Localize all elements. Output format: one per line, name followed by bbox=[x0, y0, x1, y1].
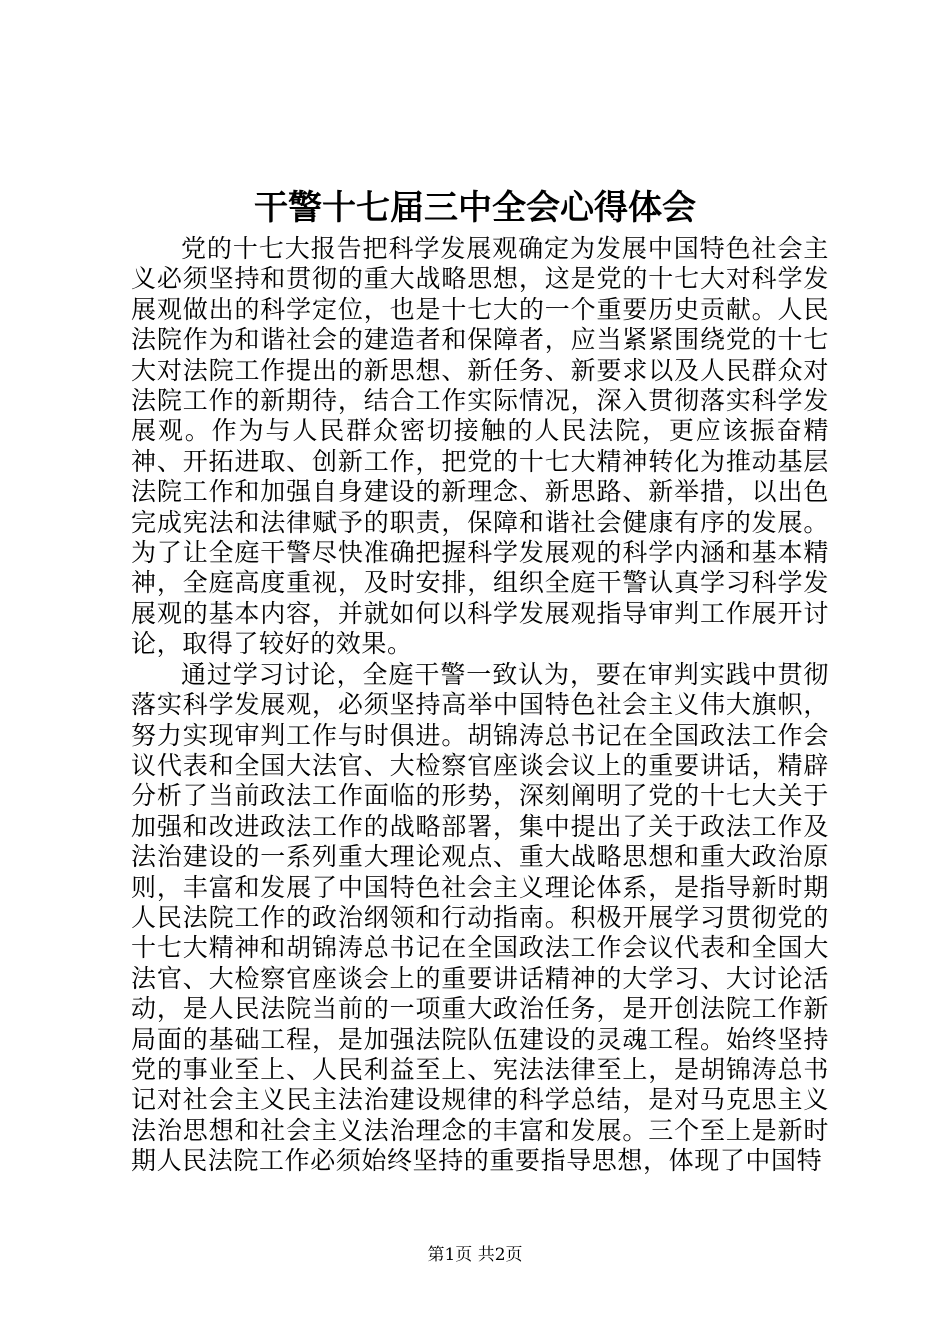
body-paragraph-1: 党的十七大报告把科学发展观确定为发展中国特色社会主义必须坚持和贯彻的重大战略思想，这是党的十七大对科学发展观做出的科学定位，也是十七大的一个重要历史贡献。人民法院作为和谐社会的建造者和保障者，应当紧紧围绕党的十七大对法院工作提出的新思想、新任务、新要求以及人民群众对法院工作的新期待，结合工作实际情况，深入贯彻落实科学发展观。作为与人民群众密切接触的人民法院，更应该振奋精神、开拓进取、创新工作，把党的十七大精神转化为推动基层法院工作和加强自身建设的新理念、新思路、新举措，以出色完成宪法和法律赋予的职责，保障和谐社会健康有序的发展。为了让全庭干警尽快准确把握科学发展观的科学内涵和基本精神，全庭高度重视，及时安排，组织全庭干警认真学习科学发展观的基本内容，并就如何以科学发展观指导审判工作展开讨论，取得了较好的效果。 bbox=[131, 234, 829, 659]
body-paragraph-2: 通过学习讨论，全庭干警一致认为，要在审判实践中贯彻落实科学发展观，必须坚持高举中国特色社会主义伟大旗帜，努力实现审判工作与时俱进。胡锦涛总书记在全国政法工作会议代表和全国大法官、大检察官座谈会议上的重要讲话，精辟分析了当前政法工作面临的形势，深刻阐明了党的十七大关于加强和改进政法工作的战略部署，集中提出了关于政法工作及法治建设的一系列重大理论观点、重大战略思想和重大政治原则，丰富和发展了中国特色社会主义理论体系，是指导新时期人民法院工作的政治纲领和行动指南。积极开展学习贯彻党的十七大精神和胡锦涛总书记在全国政法工作会议代表和全国大法官、大检察官座谈会上的重要讲话精神的大学习、大讨论活动，是人民法院当前的一项重大政治任务，是开创法院工作新局面的基础工程，是加强法院队伍建设的灵魂工程。始终坚持党的事业至上、人民利益至上、宪法法律至上，是胡锦涛总书记对社会主义民主法治建设规律的科学总结，是对马克思主义法治思想和社会主义法治理念的丰富和发展。三个至上是新时期人民法院工作必须始终坚持的重要指导思想，体现了中国特 bbox=[131, 659, 829, 1176]
document-body bbox=[131, 234, 829, 1177]
page-number-footer: 第1页 共2页 bbox=[427, 1245, 523, 1265]
document-title: 干警十七届三中全会心得体会 bbox=[254, 188, 696, 228]
